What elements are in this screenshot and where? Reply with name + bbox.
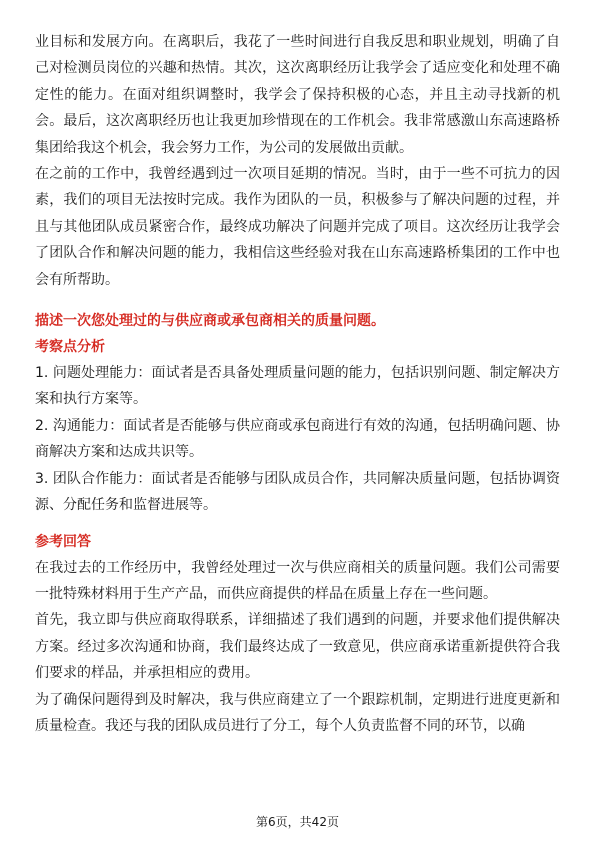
analysis-item: 1. 问题处理能力：面试者是否具备处理质量问题的能力，包括识别问题、制定解决方案和执行方案等。: [35, 365, 560, 408]
analysis-heading: 考察点分析: [35, 339, 105, 356]
answer-paragraph: 在我过去的工作经历中，我曾经处理过一次与供应商相关的质量问题。我们公司需要一批特殊材料用于生产产品，而供应商提供的样品在质量上存在一些问题。: [35, 559, 560, 602]
body-paragraph: 在之前的工作中，我曾经遇到过一次项目延期的情况。当时，由于一些不可抗力的因素，我们的项目无法按时完成。我作为团队的一员，积极参与了解决问题的过程，并且与其他团队成员紧密合作，最终成功解决了问题并完成了项目。这次经历让我学会了团队合作和解决问题的能力，我相信这些经验对我在山东高速路桥集团的工作中也会有所帮助。: [35, 166, 560, 288]
question-heading: 描述一次您处理过的与供应商或承包商相关的质量问题。: [35, 313, 385, 330]
page-number: 第6页，共42页: [256, 815, 339, 829]
body-paragraph: 业目标和发展方向。在离职后，我花了一些时间进行自我反思和职业规划，明确了自己对检测员岗位的兴趣和热情。其次，这次离职经历让我学会了适应变化和处理不确定性的能力。在面对组织调整时，我学会了保持积极的心态，并且主动寻找新的机会。最后，这次离职经历也让我更加珍惜现在的工作机会。我非常感激山东高速路桥集团给我这个机会，我会努力工作，为公司的发展做出贡献。: [35, 34, 560, 156]
page-content: [35, 29, 560, 739]
analysis-item: 3. 团队合作能力：面试者是否能够与团队成员合作，共同解决质量问题，包括协调资源、分配任务和监督进展等。: [35, 470, 560, 514]
analysis-item: 2. 沟通能力：面试者是否能够与供应商或承包商进行有效的沟通，包括明确问题、协商解决方案和达成共识等。: [35, 417, 560, 461]
answer-heading: 参考回答: [35, 533, 91, 550]
answer-paragraph: 为了确保问题得到及时解决，我与供应商建立了一个跟踪机制，定期进行进度更新和质量检查。我还与我的团队成员进行了分工，每个人负责监督不同的环节，以确: [35, 691, 560, 734]
answer-paragraph: 首先，我立即与供应商取得联系，详细描述了我们遇到的问题，并要求他们提供解决方案。经过多次沟通和协商，我们最终达成了一致意见，供应商承诺重新提供符合我们要求的样品，并承担相应的费用。: [35, 612, 560, 682]
